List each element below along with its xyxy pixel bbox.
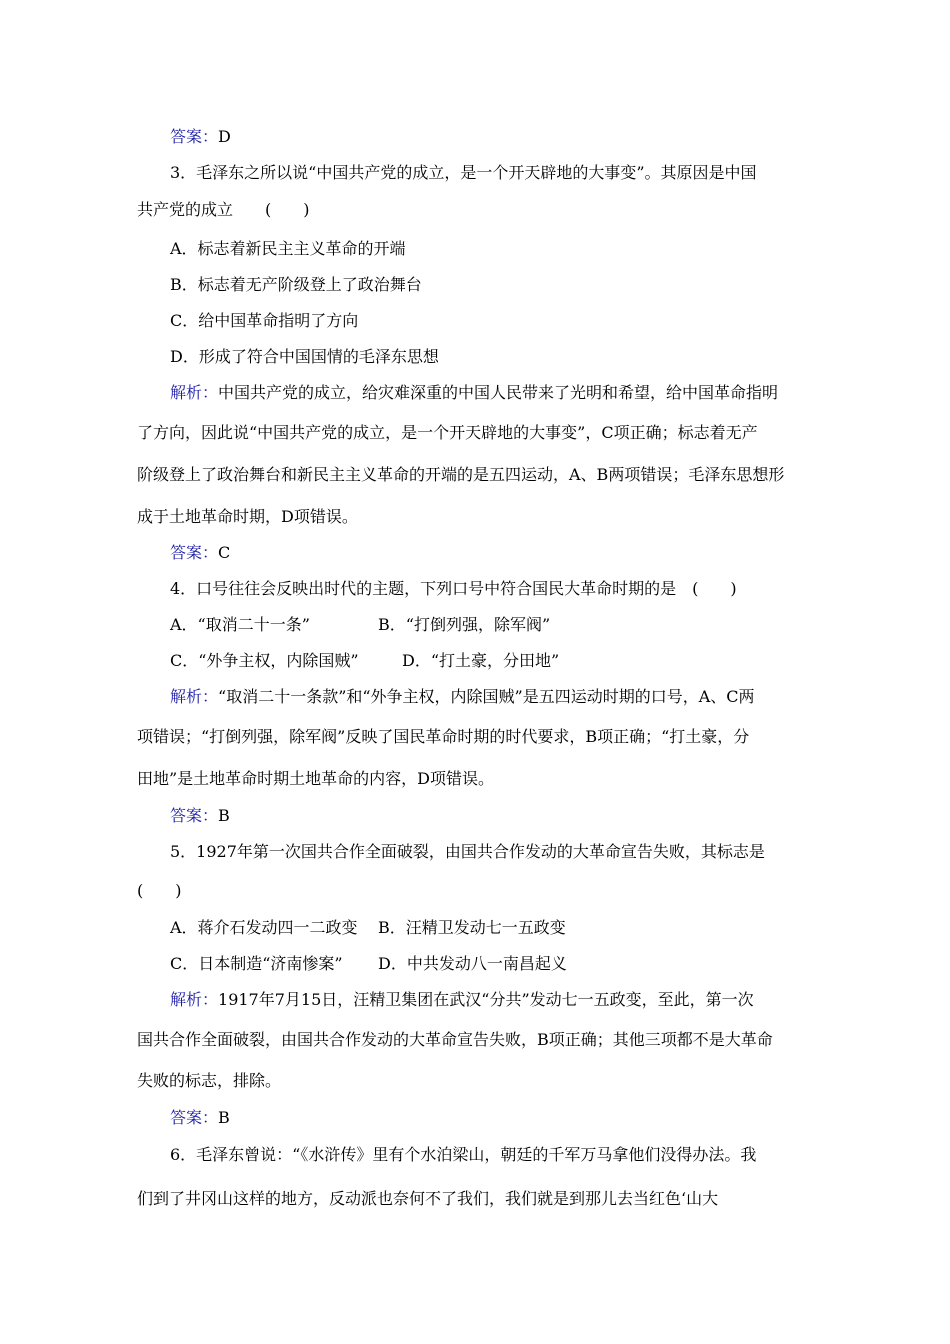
- answer-value: B: [218, 1108, 230, 1127]
- answer-line: [170, 538, 230, 568]
- analysis-line-1: [170, 378, 778, 408]
- question-4-line-1: 4．口号往往会反映出时代的主题，下列口号中符合国民大革命时期的是 ( ): [170, 579, 737, 598]
- option-c: C．日本制造“济南惨案”: [170, 954, 343, 973]
- analysis-line-2: 项错误；“打倒列强，除军阀”反映了国民革命时期的时代要求，B项正确；“打土豪，分: [137, 727, 750, 746]
- analysis-label: 解析：: [170, 687, 219, 706]
- analysis-label: 解析：: [170, 383, 219, 402]
- answer-value: D: [218, 127, 231, 146]
- answer-line: [170, 1103, 230, 1133]
- options-row-cd: [170, 646, 560, 676]
- analysis-line-2: 国共合作全面破裂，由国共合作发动的大革命宣告失败，B项正确；其他三项都不是大革命: [137, 1030, 773, 1049]
- question-5-line-2: ( ): [137, 881, 182, 900]
- answer-label: 答案：: [170, 127, 219, 146]
- option-b: B．汪精卫发动七一五政变: [378, 918, 566, 937]
- option-a: A．“取消二十一条”: [170, 615, 310, 634]
- answer-value: B: [218, 806, 230, 825]
- options-row-ab: [170, 913, 566, 943]
- analysis-line-1: [170, 985, 754, 1015]
- question-6-line-2: 们到了井冈山这样的地方，反动派也奈何不了我们，我们就是到那儿去当红色‘山大: [137, 1189, 719, 1208]
- question-5-line-1: 5．1927年第一次国共合作全面破裂，由国共合作发动的大革命宣告失败，其标志是: [170, 842, 765, 861]
- analysis-label: 解析：: [170, 990, 219, 1009]
- option-b: B．标志着无产阶级登上了政治舞台: [170, 275, 422, 294]
- question-3-line-2: 共产党的成立 ( ): [137, 200, 310, 219]
- answer-label: 答案：: [170, 543, 219, 562]
- options-row-ab: [170, 610, 551, 640]
- analysis-text: 中国共产党的成立，给灾难深重的中国人民带来了光明和希望，给中国革命指明: [218, 383, 779, 402]
- analysis-line-4: 成于土地革命时期，D项错误。: [137, 507, 358, 526]
- option-d: D．“打土豪，分田地”: [402, 651, 560, 670]
- option-b: B．“打倒列强，除军阀”: [378, 615, 551, 634]
- analysis-line-3: 田地”是土地革命时期土地革命的内容，D项错误。: [137, 769, 495, 788]
- option-a: A．标志着新民主主义革命的开端: [170, 239, 406, 258]
- option-d: D．中共发动八一南昌起义: [378, 954, 567, 973]
- option-a: A．蒋介石发动四一二政变: [170, 918, 358, 937]
- answer-line: [170, 122, 231, 152]
- question-3-line-1: 3．毛泽东之所以说“中国共产党的成立，是一个开天辟地的大事变”。其原因是中国: [170, 163, 757, 182]
- analysis-text: “取消二十一条款”和“外争主权，内除国贼”是五四运动时期的口号，A、C两: [218, 687, 755, 706]
- answer-label: 答案：: [170, 1108, 219, 1127]
- option-c: C．给中国革命指明了方向: [170, 311, 359, 330]
- answer-line: [170, 801, 230, 831]
- question-6-line-1: 6．毛泽东曾说：“《水浒传》里有个水泊梁山，朝廷的千军万马拿他们没得办法。我: [170, 1145, 757, 1164]
- analysis-line-1: [170, 682, 755, 712]
- analysis-text: 1917年7月15日，汪精卫集团在武汉“分共”发动七一五政变，至此，第一次: [218, 990, 754, 1009]
- analysis-line-2: 了方向，因此说“中国共产党的成立，是一个开天辟地的大事变”，C项正确；标志着无产: [137, 423, 758, 442]
- option-c: C．“外争主权，内除国贼”: [170, 651, 359, 670]
- answer-label: 答案：: [170, 806, 219, 825]
- option-d: D．形成了符合中国国情的毛泽东思想: [170, 347, 439, 366]
- options-row-cd: [170, 949, 567, 979]
- analysis-line-3: 失败的标志，排除。: [137, 1071, 282, 1090]
- analysis-line-3: 阶级登上了政治舞台和新民主主义革命的开端的是五四运动，A、B两项错误；毛泽东思想形: [137, 465, 785, 484]
- answer-value: C: [218, 543, 231, 562]
